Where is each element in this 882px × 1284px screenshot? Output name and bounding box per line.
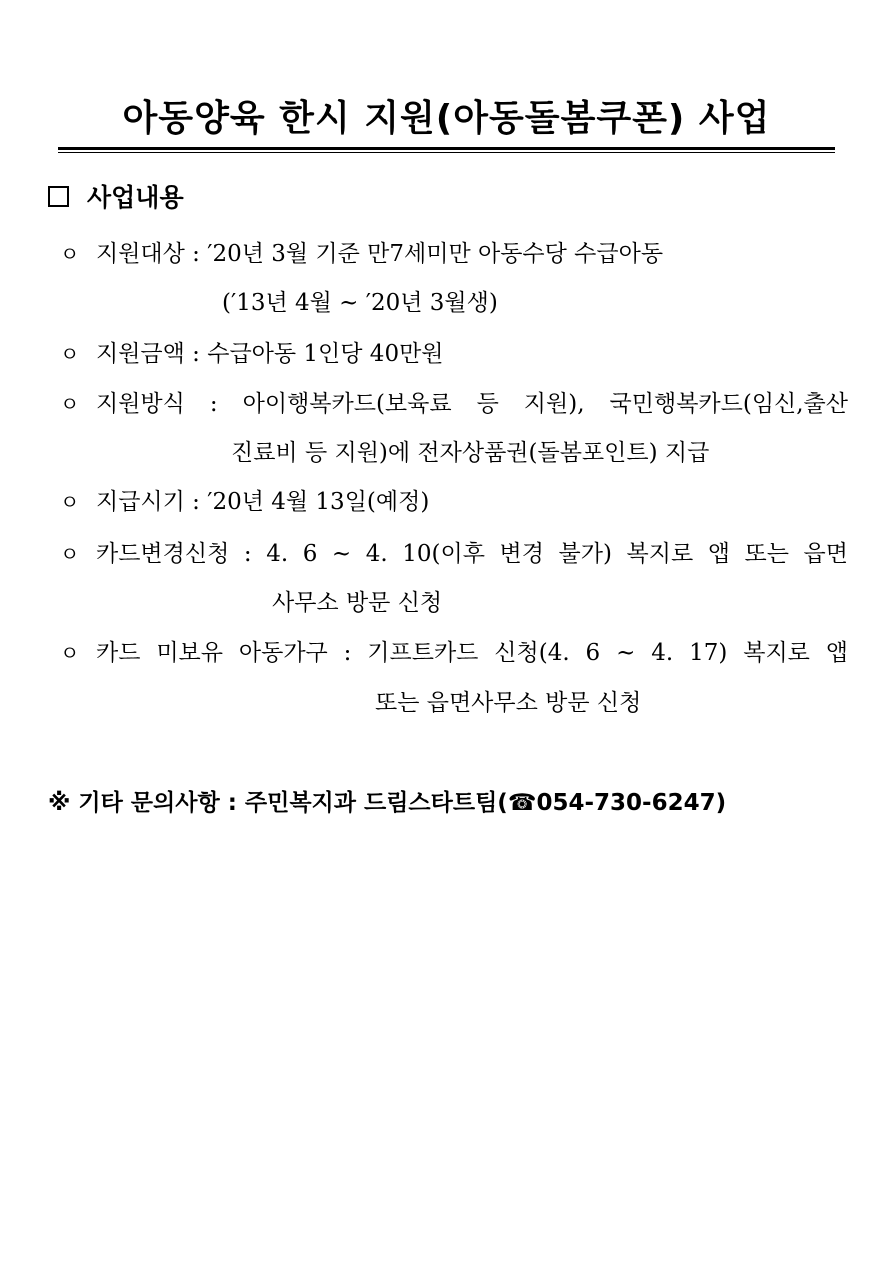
item-schedule-line1: 지급시기 : ′20년 4월 13일(예정) bbox=[96, 489, 430, 515]
section-heading-label: 사업내용 bbox=[87, 183, 184, 212]
section-heading bbox=[48, 180, 184, 216]
contact-note: ※ 기타 문의사항 : 주민복지과 드림스타트팀(☎054-730-6247) bbox=[48, 790, 727, 816]
bullet-icon: ㅇ bbox=[60, 490, 80, 514]
bullet-icon: ㅇ bbox=[60, 342, 80, 366]
bullet-icon: ㅇ bbox=[60, 242, 80, 266]
item-target-line2: (′13년 4월 ~ ′20년 3월생) bbox=[222, 290, 498, 316]
title-rule-thin bbox=[58, 152, 835, 153]
item-card-change-line1: 카드변경신청 : 4. 6 ~ 4. 10(이후 변경 불가) 복지로 앱 또는 읍면 bbox=[96, 541, 848, 567]
item-card-change-line2: 사무소 방문 신청 bbox=[272, 590, 443, 616]
document-title: 아동양육 한시 지원(아동돌봄쿠폰) 사업 bbox=[122, 98, 771, 139]
bullet-icon: ㅇ bbox=[60, 641, 80, 665]
title-rule-thick bbox=[58, 147, 835, 150]
item-target-line1: 지원대상 : ′20년 3월 기준 만7세미만 아동수당 수급아동 bbox=[96, 241, 664, 267]
item-method-line1: 지원방식 : 아이행복카드(보육료 등 지원), 국민행복카드(임신,출산 bbox=[96, 391, 848, 417]
checkbox-square-icon bbox=[48, 186, 69, 207]
bullet-icon: ㅇ bbox=[60, 392, 80, 416]
item-method-line2: 진료비 등 지원)에 전자상품권(돌봄포인트) 지급 bbox=[231, 440, 710, 466]
item-amount-line1: 지원금액 : 수급아동 1인당 40만원 bbox=[96, 341, 444, 367]
item-no-card-line2: 또는 읍면사무소 방문 신청 bbox=[375, 690, 642, 716]
item-no-card-line1: 카드 미보유 아동가구 : 기프트카드 신청(4. 6 ~ 4. 17) 복지로 앱 bbox=[96, 640, 848, 666]
bullet-icon: ㅇ bbox=[60, 542, 80, 566]
